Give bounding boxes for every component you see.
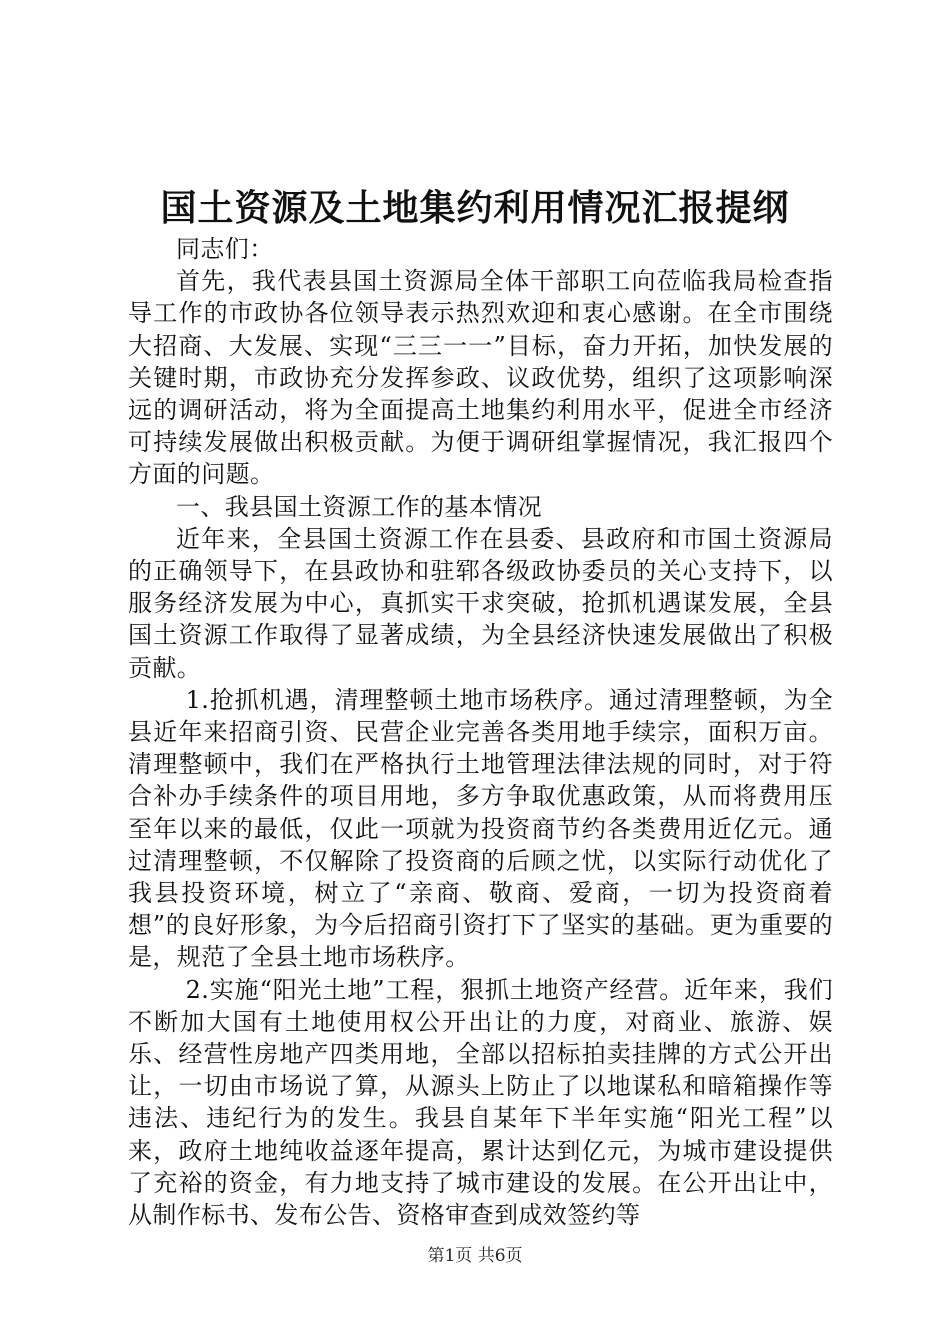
document-title: 国土资源及土地集约利用情况汇报提纲: [160, 187, 790, 229]
paragraph-item-1: 1.抢抓机遇，清理整顿土地市场秩序。通过清理整顿，为全县近年来招商引资、民营企业完善各类用地手续宗，面积万亩。清理整顿中，我们在严格执行土地管理法律法规的同时，对于符合补办手续条件的项目用地，多方争取优惠政策，从而将费用压至年以来的最低，仅此一项就为投资商节约各类费用近亿元。通过清理整顿，不仅解除了投资商的后顾之忧，以实际行动优化了我县投资环境，树立了“亲商、敬商、爱商，一切为投资商着想”的良好形象，为今后招商引资打下了坚实的基础。更为重要的是，规范了全县土地市场秩序。: [128, 685, 833, 972]
paragraph-overview: 近年来，全县国土资源工作在县委、县政府和市国土资源局的正确领导下，在县政协和驻郓各级政协委员的关心支持下，以服务经济发展为中心，真抓实干求突破，抢抓机遇谋发展，全县国土资源工作取得了显著成绩，为全县经济快速发展做出了积极贡献。: [128, 524, 833, 682]
paragraph-item-2: 2.实施“阳光土地”工程，狠抓土地资产经营。近年来，我们不断加大国有土地使用权公开出让的力度，对商业、旅游、娱乐、经营性房地产四类用地，全部以招标拍卖挂牌的方式公开出让，一切由市场说了算，从源头上防止了以地谋私和暗箱操作等违法、违纪行为的发生。我县自某年下半年实施“阳光工程”以来，政府土地纯收益逐年提高，累计达到亿元，为城市建设提供了充裕的资金，有力地支持了城市建设的发展。在公开出让中，从制作标书、发布公告、资格审查到成效签约等: [128, 975, 833, 1230]
page-number: 第1页 共6页: [427, 1246, 523, 1266]
document-body: [128, 233, 833, 1231]
greeting: 同志们：: [176, 235, 274, 263]
paragraph-intro: 首先，我代表县国土资源局全体干部职工向莅临我局检查指导工作的市政协各位领导表示热烈欢迎和衷心感谢。在全市围绕大招商、大发展、实现“三三一一”目标，奋力开拓，加快发展的关键时期，市政协充分发挥参政、议政优势，组织了这项影响深远的调研活动，将为全面提高土地集约利用水平，促进全市经济可持续发展做出积极贡献。为便于调研组掌握情况，我汇报四个方面的问题。: [128, 267, 833, 489]
section-heading-1: 一、我县国土资源工作的基本情况: [176, 492, 542, 521]
